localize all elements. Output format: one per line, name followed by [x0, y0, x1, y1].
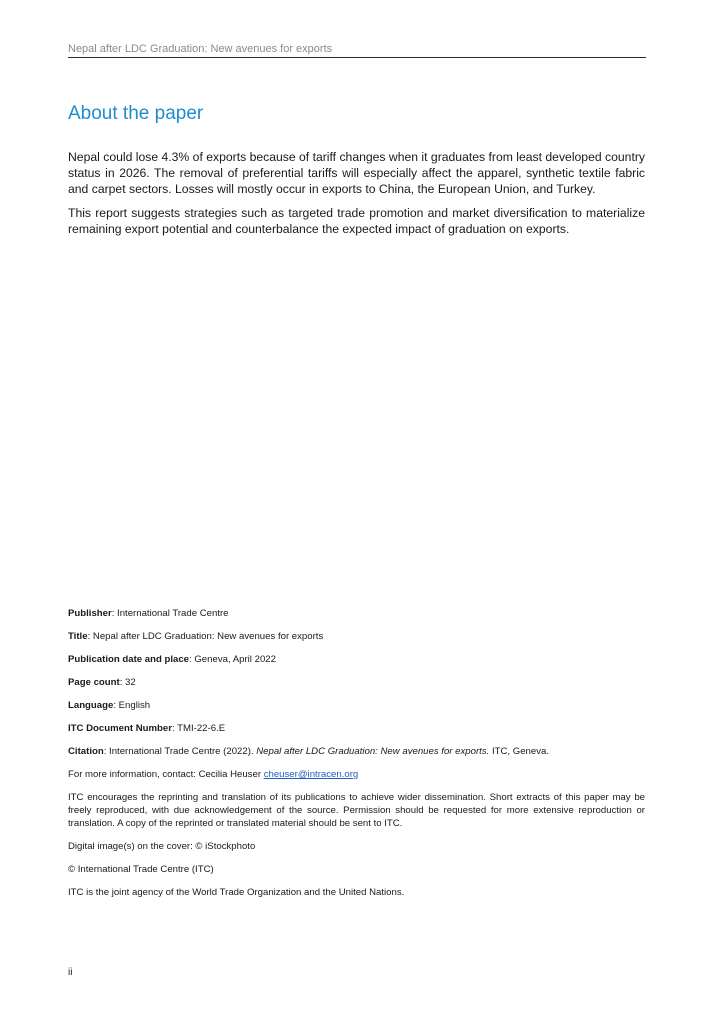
- contact-line: [68, 768, 645, 781]
- publisher-label: Publisher: [68, 608, 112, 619]
- citation-title: Nepal after LDC Graduation: New avenues for exports.: [256, 746, 490, 757]
- language-label: Language: [68, 700, 114, 711]
- document-number-label: ITC Document Number: [68, 723, 172, 734]
- publication-date-line: [68, 653, 645, 666]
- contact-text: For more information, contact: Cecilia Heuser: [68, 769, 264, 780]
- page-count-line: [68, 676, 645, 689]
- language-value: : English: [113, 700, 151, 711]
- colophon: [68, 607, 645, 909]
- document-number-value: : TMI-22-6.E: [171, 723, 226, 734]
- language-line: [68, 699, 645, 712]
- title-value: : Nepal after LDC Graduation: New avenues for exports: [87, 631, 324, 642]
- abstract: [68, 149, 645, 245]
- page-number: ii: [68, 967, 73, 978]
- publisher-value: : International Trade Centre: [111, 608, 229, 619]
- abstract-paragraph-1: Nepal could lose 4.3% of exports because of tariff changes when it graduates from least developed country status in 2026. The removal of preferential tariffs will especially affect the apparel, synthetic textile fabric and carpet sectors. Losses will mostly occur in exports to China, the European Union, and Turkey.: [68, 150, 645, 196]
- citation-prefix: : International Trade Centre (2022).: [103, 746, 257, 757]
- title-label: Title: [68, 631, 88, 642]
- citation-label: Citation: [68, 746, 104, 757]
- section-title: About the paper: [68, 103, 204, 124]
- abstract-paragraph-2: This report suggests strategies such as targeted trade promotion and market diversification to materialize remaining export potential and counterbalance the expected impact of graduation on exports.: [68, 206, 645, 236]
- citation-suffix: ITC, Geneva.: [489, 746, 550, 757]
- contact-email-link[interactable]: cheuser@intracen.org: [263, 769, 359, 780]
- agency-line: ITC is the joint agency of the World Trade Organization and the United Nations.: [68, 887, 405, 898]
- running-header: Nepal after LDC Graduation: New avenues for exports: [68, 43, 646, 58]
- publisher-line: [68, 607, 645, 620]
- reprint-notice: ITC encourages the reprinting and translation of its publications to achieve wider dissemination. Short extracts of this paper may be freely reproduced, with due acknowledgement of the source. Permission should be requested for more extensive reproduction or translation. A copy of the reprinted or translated material should be sent to ITC.: [68, 792, 645, 829]
- document-number-line: [68, 722, 645, 735]
- page-count-label: Page count: [68, 677, 120, 688]
- publication-date-label: Publication date and place: [68, 654, 190, 665]
- title-line: [68, 630, 645, 643]
- citation-line: [68, 745, 645, 758]
- page-count-value: : 32: [119, 677, 136, 688]
- publication-date-value: : Geneva, April 2022: [189, 654, 276, 665]
- cover-image-credit: Digital image(s) on the cover: © iStockphoto: [68, 841, 256, 852]
- copyright-line: © International Trade Centre (ITC): [68, 864, 214, 875]
